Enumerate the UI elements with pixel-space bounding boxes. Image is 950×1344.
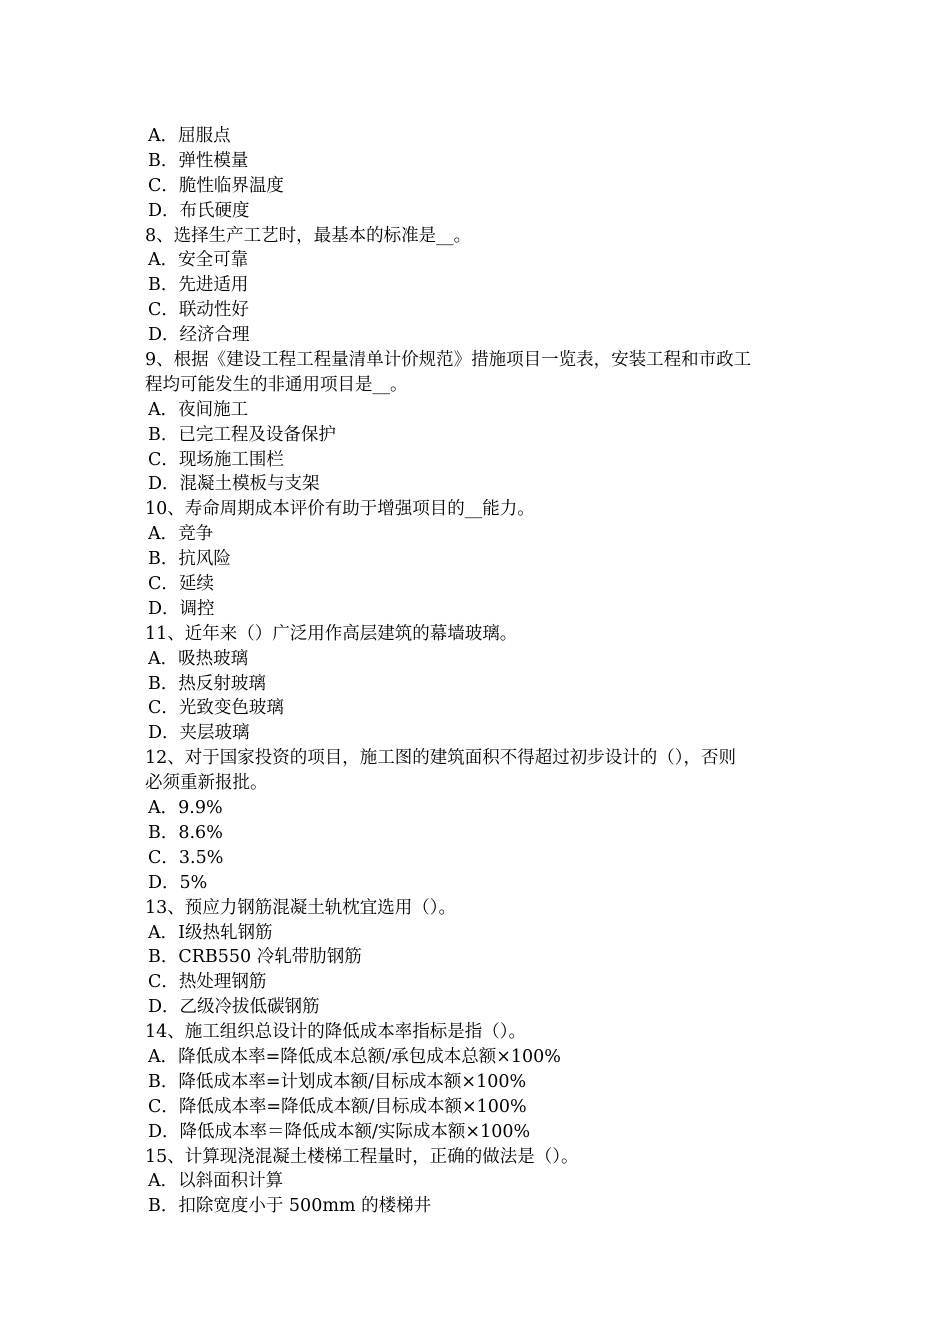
option-line: B．热反射玻璃 [148,673,266,694]
option-line: B．弹性模量 [148,150,249,171]
option-line: C．降低成本率=降低成本额/目标成本额×100% [148,1096,527,1117]
option-line: B．8.6% [148,822,223,843]
question-stem: 10、寿命周期成本评价有助于增强项目的__能力。 [145,499,535,520]
option-line: A．降低成本率=降低成本总额/承包成本总额×100% [148,1046,561,1067]
option-line: B．已完工程及设备保护 [148,424,336,445]
option-line: D．调控 [148,598,215,619]
option-line: D．乙级冷拔低碳钢筋 [148,997,320,1018]
option-line: A．吸热玻璃 [148,648,249,669]
option-line: C．热处理钢筋 [148,972,267,993]
option-line: C．现场施工围栏 [148,449,284,470]
question-stem: 12、对于国家投资的项目，施工图的建筑面积不得超过初步设计的（），否则 [145,748,737,769]
option-line: B．扣除宽度小于 500mm 的楼梯井 [148,1196,432,1217]
question-stem: 14、施工组织总设计的降低成本率指标是指（）。 [145,1022,527,1043]
option-line: A．以斜面积计算 [148,1171,284,1192]
option-line: B．CRB550 冷轧带肋钢筋 [148,947,362,968]
option-line: D．降低成本率＝降低成本额/实际成本额×100% [148,1121,531,1142]
question-list [145,124,810,1219]
option-line: C．光致变色玻璃 [148,698,284,719]
option-line: D．夹层玻璃 [148,723,250,744]
question-stem: 11、近年来（）广泛用作高层建筑的幕墙玻璃。 [145,623,518,644]
option-line: A．Ⅰ级热轧钢筋 [148,922,273,943]
option-line: B．先进适用 [148,275,249,296]
option-line: D．经济合理 [148,325,250,346]
option-line: C．联动性好 [148,300,249,321]
option-line: B．抗风险 [148,549,231,570]
option-line: B．降低成本率=计划成本额/目标成本额×100% [148,1071,527,1092]
question-stem: 必须重新报批。 [145,773,268,794]
option-line: A．竞争 [148,524,214,545]
question-stem: 15、计算现浇混凝土楼梯工程量时，正确的做法是（）。 [145,1146,579,1167]
option-line: D．5% [148,872,208,893]
question-stem: 13、预应力钢筋混凝土轨枕宜选用（）。 [145,897,457,918]
question-stem: 8、选择生产工艺时，最基本的标准是__。 [145,225,472,246]
question-stem: 程均可能发生的非通用项目是__。 [145,374,408,395]
option-line: A．9.9% [148,798,223,819]
option-line: D．布氏硬度 [148,200,250,221]
option-line: C．脆性临界温度 [148,175,284,196]
option-line: A．屈服点 [148,126,231,146]
option-line: A．安全可靠 [148,250,249,271]
option-line: C．3.5% [148,847,224,868]
option-line: C．延续 [148,574,214,595]
option-line: D．混凝土模板与支架 [148,474,320,495]
option-line: A．夜间施工 [148,399,249,420]
question-stem: 9、根据《建设工程工程量清单计价规范》措施项目一览表，安装工程和市政工 [145,350,752,371]
